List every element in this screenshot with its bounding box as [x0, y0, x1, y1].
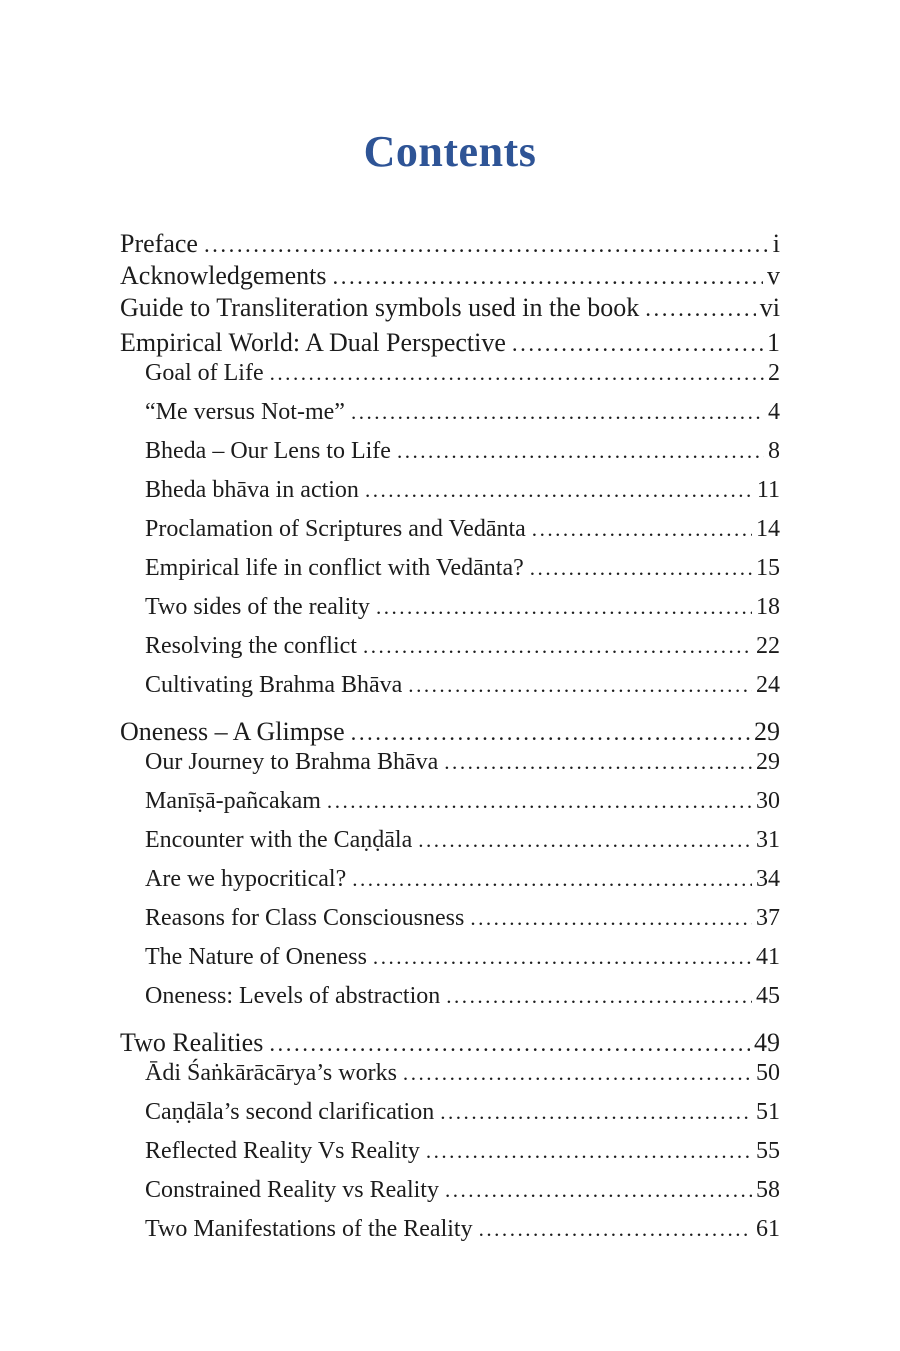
- toc-page-number: 49: [754, 1028, 780, 1057]
- toc-page-number: 1: [767, 328, 780, 357]
- dot-leader: [426, 1136, 752, 1166]
- toc-entry-label: Two Realities: [120, 1028, 264, 1057]
- dot-leader: [373, 942, 752, 972]
- toc-page-number: v: [767, 261, 780, 290]
- toc-entry-section: [120, 397, 780, 427]
- toc-page-number: 61: [756, 1216, 780, 1242]
- toc-page-number: 45: [756, 983, 780, 1009]
- dot-leader: [327, 786, 752, 816]
- dot-leader: [512, 329, 763, 359]
- dot-leader: [351, 718, 750, 748]
- toc-entry-section: [120, 864, 780, 894]
- page-title: Contents: [363, 127, 537, 176]
- toc-entry-label: Resolving the conflict: [145, 633, 357, 659]
- toc-entry-label: Caṇḍāla’s second clarification: [145, 1099, 435, 1125]
- table-of-contents: [120, 228, 780, 1244]
- toc-page-number: 15: [756, 555, 780, 581]
- toc-entry-label: Guide to Transliteration symbols used in the book: [120, 293, 640, 322]
- toc-page-number: 29: [756, 749, 780, 775]
- toc-entry-label: Preface: [120, 229, 198, 258]
- toc-entry-section: [120, 747, 780, 777]
- toc-page-number: 24: [756, 672, 780, 698]
- toc-page-number: 50: [756, 1060, 780, 1086]
- toc-entry-section: [120, 942, 780, 972]
- toc-page-number: 29: [754, 717, 780, 746]
- toc-entry-label: Bheda bhāva in action: [145, 477, 359, 503]
- toc-entry-section: [120, 475, 780, 505]
- dot-leader: [532, 514, 752, 544]
- toc-entry-label: Goal of Life: [145, 360, 264, 386]
- toc-entry-section: [120, 903, 780, 933]
- toc-entry-label: Ādi Śaṅkārācārya’s works: [145, 1060, 397, 1086]
- dot-leader: [440, 1097, 752, 1127]
- toc-entry-section: [120, 786, 780, 816]
- toc-entry-label: Reflected Reality Vs Reality: [145, 1138, 420, 1164]
- toc-page-number: 55: [756, 1138, 780, 1164]
- toc-entry-label: Constrained Reality vs Reality: [145, 1177, 439, 1203]
- toc-entry-section: [120, 1097, 780, 1127]
- dot-leader: [645, 293, 756, 325]
- toc-entry-label: “Me versus Not-me”: [145, 399, 345, 425]
- toc-entry-label: Cultivating Brahma Bhāva: [145, 672, 403, 698]
- toc-page-number: 14: [756, 516, 780, 542]
- toc-entry-label: Proclamation of Scriptures and Vedānta: [145, 516, 526, 542]
- toc-entry-label: The Nature of Oneness: [145, 944, 367, 970]
- toc-entry-acknowledgements: [120, 260, 780, 292]
- toc-entry-section: [120, 1214, 780, 1244]
- toc-entry-chapter: [120, 328, 780, 358]
- toc-entry-section: [120, 670, 780, 700]
- toc-entry-label: Bheda – Our Lens to Life: [145, 438, 391, 464]
- toc-page-number: 18: [756, 594, 780, 620]
- toc-entry-section: [120, 436, 780, 466]
- toc-entry-section: [120, 592, 780, 622]
- toc-entry-section: [120, 358, 780, 388]
- toc-entry-label: Acknowledgements: [120, 261, 327, 290]
- dot-leader: [445, 1175, 752, 1205]
- toc-entry-label: Encounter with the Caṇḍāla: [145, 827, 413, 853]
- dot-leader: [444, 747, 752, 777]
- toc-entry-chapter: [120, 1028, 780, 1058]
- toc-entry-label: Two Manifestations of the Reality: [145, 1216, 473, 1242]
- toc-page-number: 30: [756, 788, 780, 814]
- toc-entry-label: Manīṣā-pañcakam: [145, 788, 321, 814]
- toc-page-number: 31: [756, 827, 780, 853]
- dot-leader: [418, 825, 752, 855]
- dot-leader: [269, 1029, 750, 1059]
- dot-leader: [403, 1058, 752, 1088]
- toc-entry-chapter: [120, 717, 780, 747]
- toc-page-number: 37: [756, 905, 780, 931]
- toc-entry-label: Oneness: Levels of abstraction: [145, 983, 441, 1009]
- toc-page-number: 34: [756, 866, 780, 892]
- dot-leader: [479, 1214, 752, 1244]
- dot-leader: [365, 475, 753, 505]
- toc-entry-label: Reasons for Class Consciousness: [145, 905, 465, 931]
- toc-entry-label: Oneness – A Glimpse: [120, 717, 345, 746]
- dot-leader: [376, 592, 752, 622]
- toc-page-number: 22: [756, 633, 780, 659]
- toc-entry-label: Our Journey to Brahma Bhāva: [145, 749, 439, 775]
- dot-leader: [397, 436, 764, 466]
- toc-entry-preface: [120, 228, 780, 260]
- toc-entry-label: Empirical life in conflict with Vedānta?: [145, 555, 524, 581]
- toc-page-number: 8: [768, 438, 780, 464]
- toc-entry-section: [120, 514, 780, 544]
- dot-leader: [352, 864, 752, 894]
- toc-entry-section: [120, 981, 780, 1011]
- dot-leader: [333, 261, 763, 293]
- toc-entry-label: Are we hypocritical?: [145, 866, 347, 892]
- toc-entry-label: Two sides of the reality: [145, 594, 370, 620]
- toc-entry-section: [120, 631, 780, 661]
- dot-leader: [363, 631, 752, 661]
- toc-page-number: 2: [768, 360, 780, 386]
- toc-entry-section: [120, 1058, 780, 1088]
- toc-entry-transliteration-guide: [120, 292, 780, 324]
- dot-leader: [204, 229, 769, 261]
- toc-entry-section: [120, 1175, 780, 1205]
- dot-leader: [270, 358, 764, 388]
- toc-entry-section: [120, 553, 780, 583]
- dot-leader: [470, 903, 752, 933]
- toc-page-number: vi: [759, 293, 780, 322]
- dot-leader: [446, 981, 752, 1011]
- toc-entry-label: Empirical World: A Dual Perspective: [120, 328, 506, 357]
- toc-entry-section: [120, 1136, 780, 1166]
- dot-leader: [530, 553, 752, 583]
- toc-entry-section: [120, 825, 780, 855]
- toc-page-number: i: [772, 229, 780, 258]
- dot-leader: [351, 397, 764, 427]
- toc-page-number: 51: [756, 1099, 780, 1125]
- dot-leader: [408, 670, 752, 700]
- toc-page-number: 11: [756, 477, 780, 503]
- toc-page-number: 58: [756, 1177, 780, 1203]
- toc-page-number: 4: [768, 399, 780, 425]
- toc-page-number: 41: [756, 944, 780, 970]
